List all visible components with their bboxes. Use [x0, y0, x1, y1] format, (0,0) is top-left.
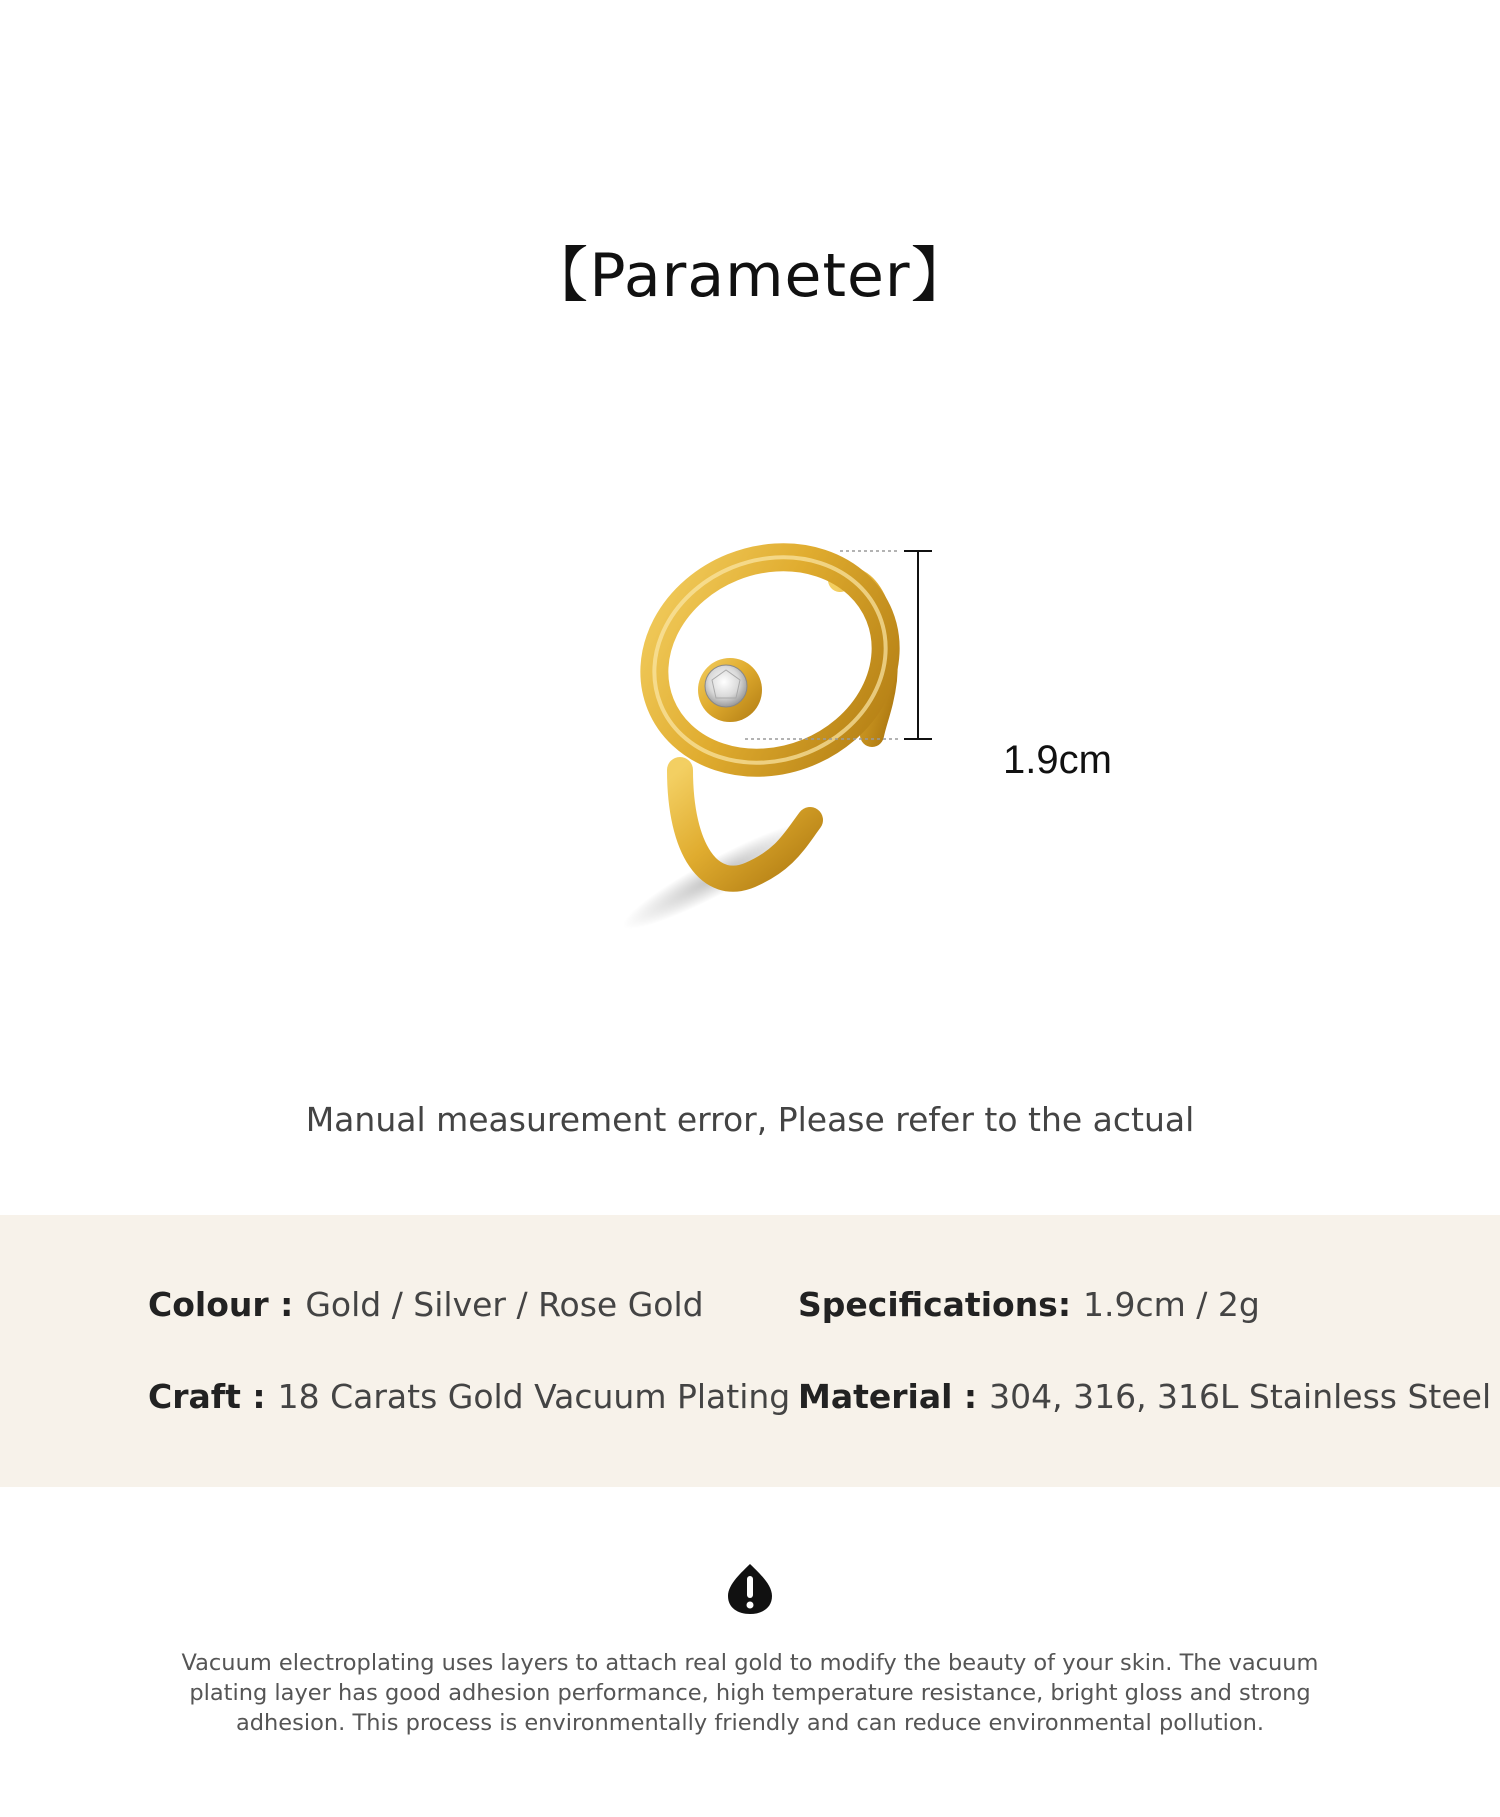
- spec-craft-label: Craft :: [148, 1377, 266, 1416]
- spec-specifications-value: 1.9cm / 2g: [1083, 1285, 1260, 1324]
- spec-colour: [148, 1285, 704, 1324]
- measurement-label: 1.9cm: [1003, 738, 1112, 782]
- spec-craft-value: 18 Carats Gold Vacuum Plating: [277, 1377, 791, 1416]
- spec-specifications: [798, 1285, 1260, 1324]
- spec-material: [798, 1377, 1491, 1416]
- plating-description: Vacuum electroplating uses layers to attach real gold to modify the beauty of your skin. The vacuum plating layer has good adhesion performance, high temperature resistance, bright gloss and strong adhesion. This process is environmentally friendly and can reduce environmental pollution.: [181, 1650, 1319, 1736]
- measurement-note: Manual measurement error, Please refer to the actual: [305, 1100, 1195, 1139]
- page-title: 【Parameter】: [528, 241, 972, 311]
- ring-oval-face: [623, 523, 917, 797]
- spec-specifications-label: Specifications:: [798, 1285, 1072, 1324]
- spec-material-label: Material :: [798, 1377, 978, 1416]
- spec-material-value: 304, 316, 316L Stainless Steel: [989, 1377, 1492, 1416]
- warning-icon: [726, 1562, 774, 1616]
- spec-craft: [148, 1377, 790, 1416]
- crystal-stone: [705, 665, 747, 707]
- specs-panel: [0, 1215, 1500, 1487]
- spec-colour-label: Colour :: [148, 1285, 294, 1324]
- spec-colour-value: Gold / Silver / Rose Gold: [305, 1285, 704, 1324]
